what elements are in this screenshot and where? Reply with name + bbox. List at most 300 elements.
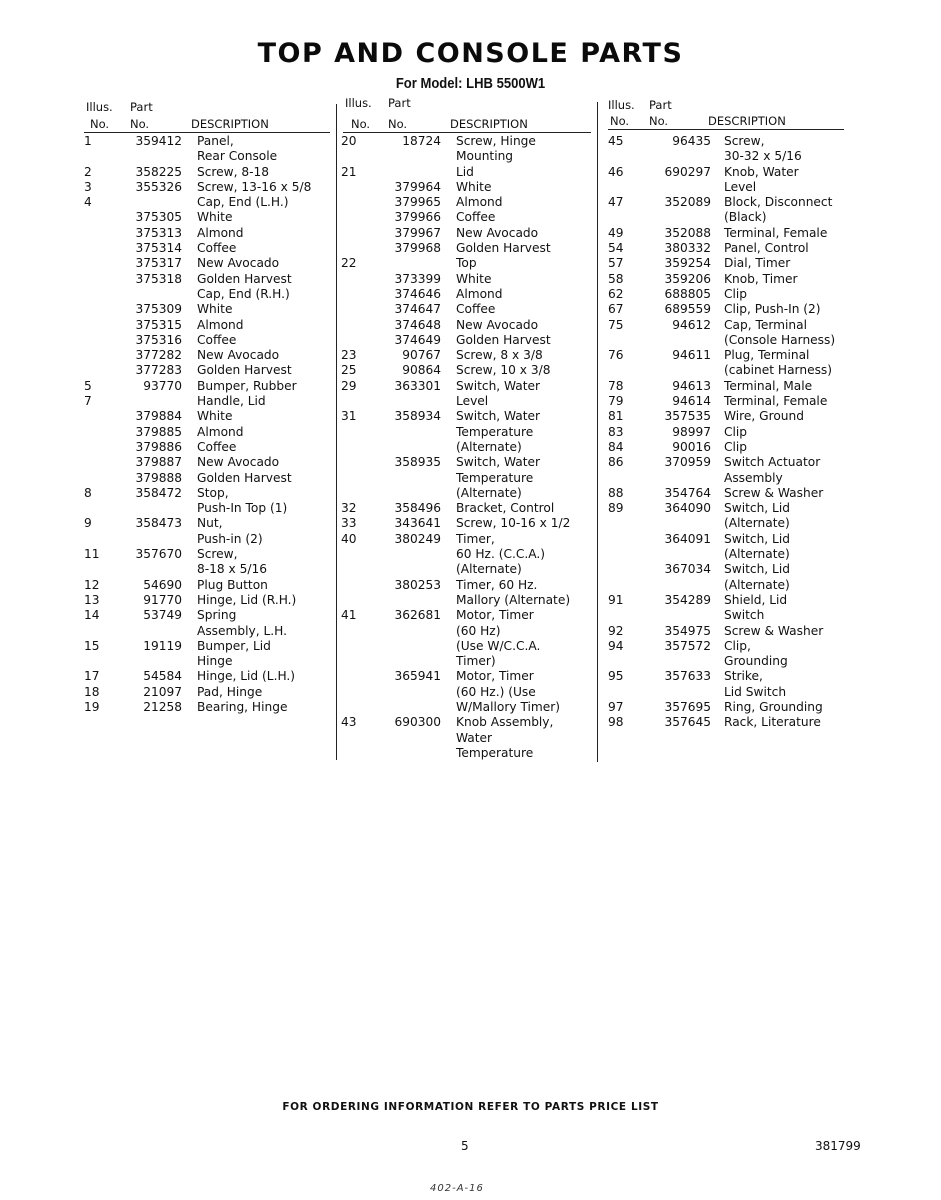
illus-number: 8	[84, 485, 92, 500]
part-number: 370959	[664, 455, 711, 470]
part-number: 354975	[664, 623, 711, 638]
part-number: 358935	[394, 455, 441, 470]
table-row	[341, 731, 593, 746]
table-row	[84, 333, 334, 348]
part-description: Temperature	[456, 745, 534, 760]
table-row	[608, 562, 848, 577]
header-rule	[608, 129, 844, 130]
part-description: Lid	[456, 164, 474, 179]
table-row	[84, 639, 334, 654]
table-row	[84, 700, 334, 715]
table-row	[608, 471, 848, 486]
column-header	[341, 96, 593, 134]
table-row	[608, 501, 848, 516]
part-number: 352088	[664, 225, 711, 240]
part-number: 358473	[135, 516, 182, 531]
illus-number: 1	[84, 134, 92, 148]
part-number: 359254	[664, 256, 711, 271]
part-description: Temperature	[456, 424, 534, 439]
part-number: 359412	[135, 134, 182, 148]
table-row	[608, 256, 848, 271]
part-description: Almond	[456, 195, 503, 210]
part-description: Spring	[197, 608, 237, 623]
part-description: Plug Button	[197, 577, 268, 592]
table-row	[608, 195, 848, 210]
part-number: 93770	[143, 378, 182, 393]
table-row	[84, 287, 334, 302]
part-description: New Avocado	[456, 225, 539, 240]
table-row	[341, 562, 593, 577]
illus-number: 95	[608, 669, 624, 684]
table-row	[608, 165, 848, 180]
illus-number: 54	[608, 241, 624, 256]
illus-number: 83	[608, 424, 624, 439]
header-part-line1: Part	[649, 98, 672, 112]
table-row	[341, 409, 593, 424]
table-row	[341, 394, 593, 409]
part-description: Panel,	[197, 134, 234, 148]
part-number: 98997	[672, 424, 711, 439]
part-number: 374649	[394, 332, 441, 347]
table-row	[608, 226, 848, 241]
part-description: Timer)	[456, 654, 496, 669]
table-row	[608, 363, 848, 378]
part-number: 357645	[664, 715, 711, 730]
part-description: Rack, Literature	[724, 715, 821, 730]
illus-number: 88	[608, 485, 624, 500]
part-number: 380332	[664, 241, 711, 256]
part-number: 357633	[664, 669, 711, 684]
table-row	[341, 134, 593, 149]
table-row	[341, 501, 593, 516]
part-description: Temperature	[456, 470, 534, 485]
table-row	[608, 455, 848, 470]
part-description: Coffee	[456, 302, 496, 317]
header-rule	[84, 132, 330, 133]
part-number: 379887	[135, 455, 182, 470]
illus-number: 46	[608, 164, 624, 179]
table-row	[84, 318, 334, 333]
table-row	[84, 241, 334, 256]
part-number: 374648	[394, 317, 441, 332]
illus-number: 7	[84, 394, 92, 409]
part-description: (cabinet Harness)	[724, 363, 833, 378]
part-number: 18724	[402, 134, 441, 148]
part-number: 379888	[135, 470, 182, 485]
table-row	[84, 669, 334, 684]
illus-number: 67	[608, 302, 624, 317]
table-row	[608, 134, 848, 149]
part-number: 380253	[394, 577, 441, 592]
part-number: 94612	[672, 317, 711, 332]
part-number: 90864	[402, 363, 441, 378]
part-number: 375313	[135, 225, 182, 240]
illus-number: 98	[608, 715, 624, 730]
illus-number: 92	[608, 623, 624, 638]
illus-number: 91	[608, 592, 624, 607]
table-row	[608, 425, 848, 440]
part-description: Switch, Lid	[724, 531, 790, 546]
part-number: 343641	[394, 516, 441, 531]
header-illus-line1: Illus.	[608, 98, 635, 112]
part-description: White	[197, 302, 233, 317]
parts-column-3	[608, 96, 848, 731]
part-description: Screw, 10 x 3/8	[456, 363, 551, 378]
part-description: Screw,	[724, 134, 765, 148]
part-description: New Avocado	[197, 455, 280, 470]
table-row	[341, 547, 593, 562]
illus-number: 89	[608, 501, 624, 516]
table-row	[341, 593, 593, 608]
illus-number: 31	[341, 409, 357, 424]
part-number: 363301	[394, 378, 441, 393]
header-illus-line1: Illus.	[345, 96, 372, 110]
table-row	[341, 715, 593, 730]
table-row	[341, 348, 593, 363]
table-row	[341, 149, 593, 164]
table-row	[341, 471, 593, 486]
part-description: Level	[456, 394, 489, 409]
illus-number: 25	[341, 363, 357, 378]
part-number: 374647	[394, 302, 441, 317]
part-number: 364091	[664, 531, 711, 546]
part-description: Cap, Terminal	[724, 317, 807, 332]
part-description: Golden Harvest	[456, 332, 551, 347]
table-row	[608, 241, 848, 256]
illus-number: 22	[341, 256, 357, 271]
part-number: 375316	[135, 332, 182, 347]
part-number: 90016	[672, 439, 711, 454]
part-description: Switch, Lid	[724, 562, 790, 577]
illus-number: 14	[84, 608, 100, 623]
part-description: 60 Hz. (C.C.A.)	[456, 547, 545, 562]
part-description: (Use W/C.C.A.	[456, 638, 541, 653]
part-number: 90767	[402, 348, 441, 363]
table-row	[608, 685, 848, 700]
part-number: 54690	[143, 577, 182, 592]
part-number: 358472	[135, 485, 182, 500]
part-description: Push-In Top (1)	[197, 501, 288, 516]
part-description: Hinge	[197, 654, 233, 669]
part-description: Golden Harvest	[197, 363, 292, 378]
header-description: DESCRIPTION	[708, 114, 786, 128]
part-description: White	[456, 271, 492, 286]
illus-number: 32	[341, 501, 357, 516]
part-number: 375309	[135, 302, 182, 317]
part-description: (Console Harness)	[724, 332, 836, 347]
parts-column-1	[84, 96, 334, 715]
part-number: 358225	[135, 164, 182, 179]
illus-number: 33	[341, 516, 357, 531]
part-description: Almond	[456, 286, 503, 301]
table-row	[84, 409, 334, 424]
part-description: Motor, Timer	[456, 669, 534, 684]
part-description: Clip	[724, 424, 748, 439]
table-row	[84, 363, 334, 378]
illus-number: 84	[608, 439, 624, 454]
part-description: Clip, Push-In (2)	[724, 302, 821, 317]
table-row	[341, 318, 593, 333]
ordering-note: FOR ORDERING INFORMATION REFER TO PARTS PRICE LIST	[282, 1101, 659, 1113]
part-description: Golden Harvest	[197, 470, 292, 485]
part-number: 357572	[664, 638, 711, 653]
part-description: (Alternate)	[724, 577, 790, 592]
table-row	[84, 165, 334, 180]
part-description: (60 Hz)	[456, 623, 501, 638]
table-row	[341, 654, 593, 669]
part-description: Assembly, L.H.	[197, 623, 287, 638]
illus-number: 57	[608, 256, 624, 271]
column-divider	[597, 102, 598, 762]
part-description: Almond	[197, 424, 244, 439]
table-row	[84, 562, 334, 577]
table-row	[608, 287, 848, 302]
header-description: DESCRIPTION	[450, 117, 528, 131]
part-number: 365941	[394, 669, 441, 684]
part-number: 364090	[664, 501, 711, 516]
illus-number: 9	[84, 516, 92, 531]
table-row	[608, 348, 848, 363]
part-description: Screw & Washer	[724, 623, 824, 638]
table-row	[608, 333, 848, 348]
table-row	[341, 746, 593, 761]
part-description: Almond	[197, 225, 244, 240]
table-row	[84, 379, 334, 394]
part-description: Pad, Hinge	[197, 684, 263, 699]
table-row	[341, 685, 593, 700]
part-number: 91770	[143, 592, 182, 607]
part-description: Switch, Water	[456, 409, 541, 424]
table-row	[341, 486, 593, 501]
part-number: 357670	[135, 547, 182, 562]
document-number: 381799	[815, 1139, 861, 1153]
part-description: Knob, Water	[724, 164, 799, 179]
illus-number: 11	[84, 547, 100, 562]
part-description: Clip	[724, 286, 748, 301]
table-row	[84, 578, 334, 593]
part-number: 357695	[664, 699, 711, 714]
table-row	[84, 501, 334, 516]
table-row	[608, 272, 848, 287]
table-row	[84, 486, 334, 501]
part-number: 54584	[143, 669, 182, 684]
part-description: Screw, Hinge	[456, 134, 536, 148]
part-description: New Avocado	[197, 348, 280, 363]
part-number: 94613	[672, 378, 711, 393]
table-row	[608, 608, 848, 623]
part-number: 53749	[143, 608, 182, 623]
part-description: Knob, Timer	[724, 271, 798, 286]
part-number: 358934	[394, 409, 441, 424]
handwritten-note: 402-A-16	[430, 1183, 484, 1194]
part-description: Stop,	[197, 485, 229, 500]
illus-number: 97	[608, 699, 624, 714]
part-description: Screw, 8 x 3/8	[456, 348, 543, 363]
table-row	[341, 440, 593, 455]
table-row	[84, 425, 334, 440]
part-number: 379885	[135, 424, 182, 439]
illus-number: 86	[608, 455, 624, 470]
part-description: Screw,	[197, 547, 238, 562]
header-part-line2: No.	[649, 114, 669, 128]
table-row	[84, 226, 334, 241]
part-description: Coffee	[197, 241, 237, 256]
table-row	[608, 547, 848, 562]
illus-number: 43	[341, 715, 357, 730]
table-row	[84, 210, 334, 225]
part-number: 375317	[135, 256, 182, 271]
illus-number: 3	[84, 179, 92, 194]
table-row	[341, 578, 593, 593]
part-description: Water	[456, 730, 493, 745]
part-description: 8-18 x 5/16	[197, 562, 267, 577]
table-row	[84, 348, 334, 363]
part-description: Screw & Washer	[724, 485, 824, 500]
illus-number: 17	[84, 669, 100, 684]
table-row	[341, 287, 593, 302]
part-number: 375305	[135, 210, 182, 225]
illus-number: 45	[608, 134, 624, 148]
table-row	[84, 624, 334, 639]
illus-number: 13	[84, 592, 100, 607]
part-number: 379965	[394, 195, 441, 210]
part-description: Almond	[197, 317, 244, 332]
illus-number: 41	[341, 608, 357, 623]
part-description: Top	[456, 256, 477, 271]
header-rule	[343, 132, 591, 133]
part-description: Strike,	[724, 669, 763, 684]
part-description: Screw, 8-18	[197, 164, 270, 179]
part-description: Screw, 10-16 x 1/2	[456, 516, 571, 531]
part-description: Timer,	[456, 531, 495, 546]
parts-column-2	[341, 96, 593, 761]
part-description: (Alternate)	[456, 562, 522, 577]
part-description: Screw, 13-16 x 5/8	[197, 179, 312, 194]
illus-number: 5	[84, 378, 92, 393]
table-row	[84, 134, 334, 149]
part-number: 359206	[664, 271, 711, 286]
part-description: Switch, Water	[456, 378, 541, 393]
part-number: 379967	[394, 225, 441, 240]
illus-number: 23	[341, 348, 357, 363]
table-row	[341, 425, 593, 440]
table-row	[608, 578, 848, 593]
part-description: 30-32 x 5/16	[724, 149, 802, 164]
table-row	[84, 455, 334, 470]
part-number: 689559	[664, 302, 711, 317]
part-description: Ring, Grounding	[724, 699, 823, 714]
model-subtitle: For Model: LHB 5500W1	[395, 76, 546, 92]
part-description: Switch, Water	[456, 455, 541, 470]
part-description: (60 Hz.) (Use	[456, 684, 536, 699]
illus-number: 40	[341, 531, 357, 546]
illus-number: 20	[341, 134, 357, 148]
part-number: 94611	[672, 348, 711, 363]
table-row	[608, 532, 848, 547]
illus-number: 21	[341, 164, 357, 179]
part-number: 380249	[394, 531, 441, 546]
table-row	[341, 624, 593, 639]
part-number: 375314	[135, 241, 182, 256]
part-number: 690297	[664, 164, 711, 179]
part-description: Cap, End (L.H.)	[197, 195, 289, 210]
table-row	[341, 272, 593, 287]
part-description: Knob Assembly,	[456, 715, 554, 730]
part-description: Motor, Timer	[456, 608, 534, 623]
table-row	[341, 333, 593, 348]
illus-number: 47	[608, 195, 624, 210]
part-description: Mallory (Alternate)	[456, 592, 571, 607]
table-row	[341, 195, 593, 210]
table-row	[341, 165, 593, 180]
part-description: (Alternate)	[724, 516, 790, 531]
part-number: 352089	[664, 195, 711, 210]
part-number: 373399	[394, 271, 441, 286]
part-description: Cap, End (R.H.)	[197, 286, 290, 301]
part-description: Push-in (2)	[197, 531, 263, 546]
part-description: Assembly	[724, 470, 783, 485]
illus-number: 12	[84, 577, 100, 592]
header-part-line2: No.	[130, 117, 150, 131]
part-description: (Black)	[724, 210, 767, 225]
illus-number: 78	[608, 378, 624, 393]
part-number: 379886	[135, 439, 182, 454]
part-number: 375318	[135, 271, 182, 286]
table-row	[84, 654, 334, 669]
part-number: 94614	[672, 394, 711, 409]
part-description: New Avocado	[197, 256, 280, 271]
table-row	[608, 180, 848, 195]
part-number: 355326	[135, 179, 182, 194]
part-description: Coffee	[197, 332, 237, 347]
part-description: Terminal, Female	[724, 394, 828, 409]
part-number: 374646	[394, 286, 441, 301]
table-row	[84, 195, 334, 210]
table-row	[608, 149, 848, 164]
header-illus-line2: No.	[90, 117, 110, 131]
part-description: Golden Harvest	[197, 271, 292, 286]
part-description: Block, Disconnect	[724, 195, 833, 210]
part-description: Level	[724, 179, 757, 194]
part-number: 379964	[394, 179, 441, 194]
part-description: White	[456, 179, 492, 194]
illus-number: 62	[608, 286, 624, 301]
illus-number: 19	[84, 699, 100, 714]
part-number: 354289	[664, 592, 711, 607]
page-number: 5	[461, 1139, 469, 1153]
illus-number: 29	[341, 378, 357, 393]
part-description: Golden Harvest	[456, 241, 551, 256]
part-description: Panel, Control	[724, 241, 809, 256]
table-row	[608, 593, 848, 608]
part-number: 367034	[664, 562, 711, 577]
part-description: Handle, Lid	[197, 394, 266, 409]
illus-number: 58	[608, 271, 624, 286]
illus-number: 79	[608, 394, 624, 409]
illus-number: 81	[608, 409, 624, 424]
table-row	[608, 700, 848, 715]
part-description: Bumper, Rubber	[197, 378, 297, 393]
table-row	[608, 379, 848, 394]
part-description: Coffee	[456, 210, 496, 225]
header-part-line1: Part	[388, 96, 411, 110]
table-row	[341, 180, 593, 195]
part-description: Wire, Ground	[724, 409, 804, 424]
header-description: DESCRIPTION	[191, 117, 269, 131]
table-row	[84, 516, 334, 531]
part-description: Rear Console	[197, 149, 278, 164]
part-number: 377283	[135, 363, 182, 378]
